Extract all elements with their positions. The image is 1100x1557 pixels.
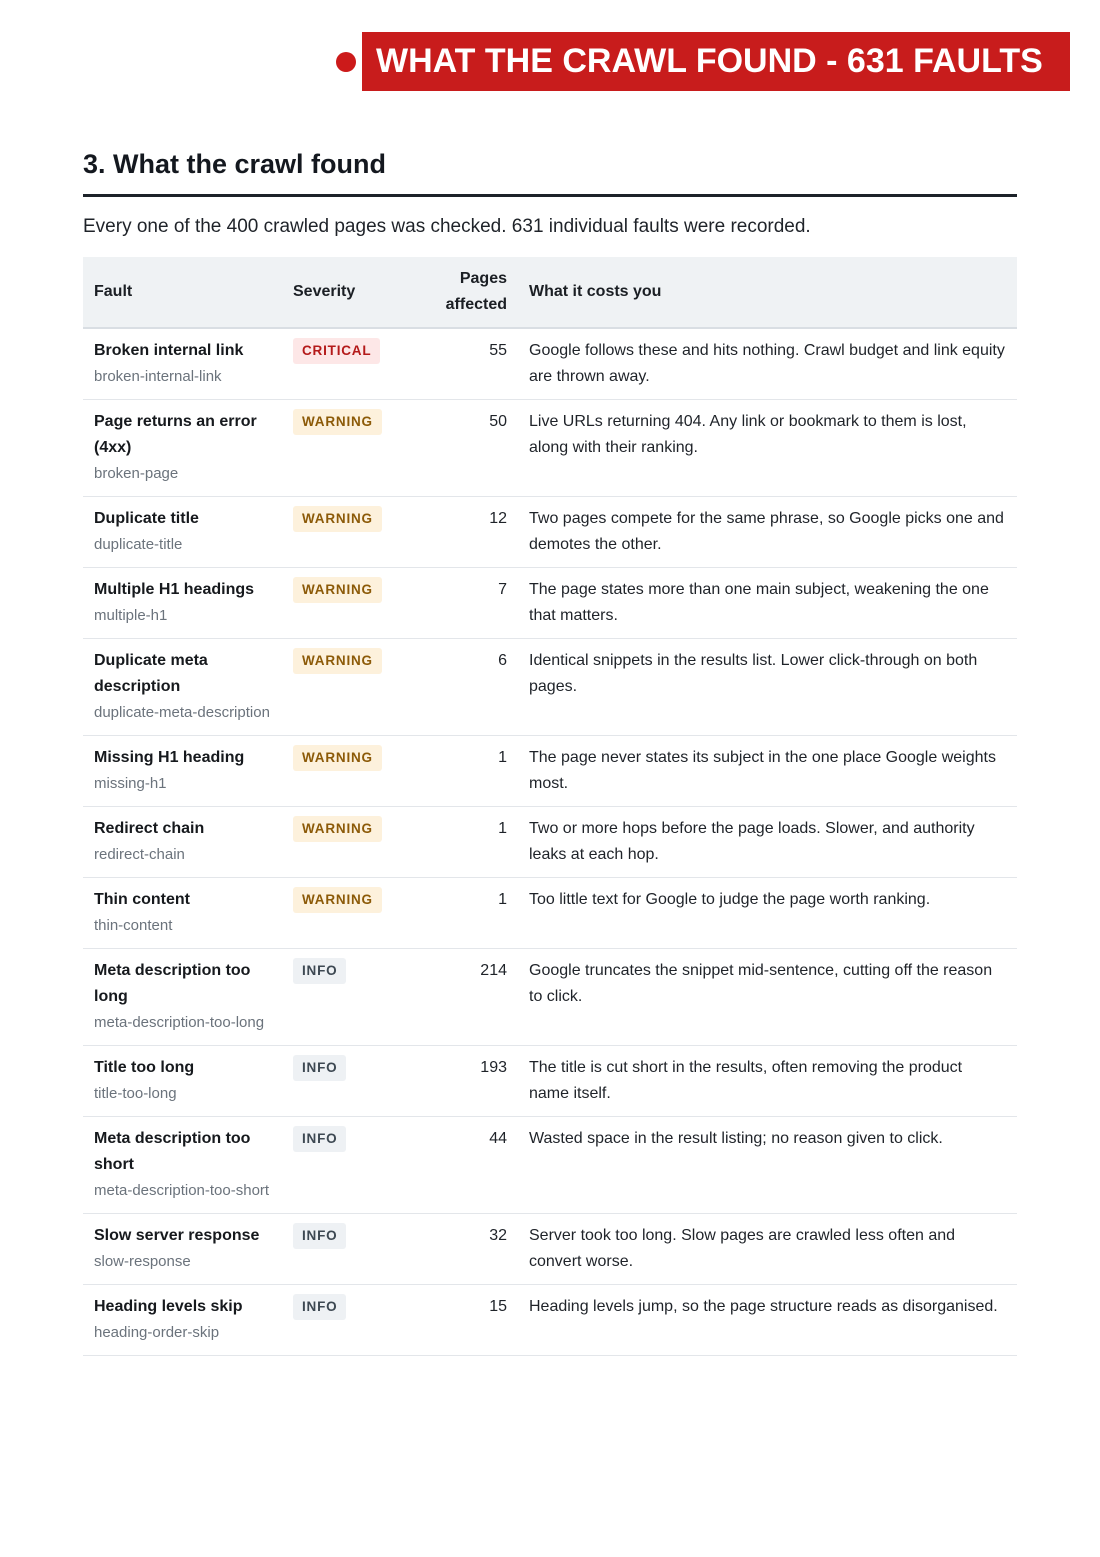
fault-name: Heading levels skip [94,1298,243,1315]
header-fault: Fault [83,257,282,328]
severity-cell [282,497,418,568]
faults-table [83,257,1017,1356]
pages-affected-cell: 44 [418,1117,518,1214]
severity-cell [282,328,418,400]
severity-cell [282,807,418,878]
table-row [83,497,1017,568]
cost-cell: Identical snippets in the results list. Lower click-through on both pages. [518,639,1017,736]
severity-cell [282,878,418,949]
header-pages-line2: affected [445,296,507,313]
severity-cell [282,1046,418,1117]
fault-code: broken-page [94,465,179,482]
table-row [83,639,1017,736]
cost-cell: The page states more than one main subject, weakening the one that matters. [518,568,1017,639]
section-intro: Every one of the 400 crawled pages was checked. 631 individual faults were recorded. [83,216,811,237]
table-row [83,878,1017,949]
header-cost: What it costs you [518,257,1017,328]
pages-affected-cell: 50 [418,400,518,497]
pages-affected-cell: 214 [418,949,518,1046]
fault-cell [83,497,282,568]
fault-code: heading-order-skip [94,1324,220,1341]
severity-badge: CRITICAL [293,338,380,364]
fault-cell [83,736,282,807]
fault-name: Broken internal link [94,342,244,359]
cost-cell: Google truncates the snippet mid-sentence, cutting off the reason to click. [518,949,1017,1046]
header-pages-affected [418,257,518,328]
severity-badge: INFO [293,1223,346,1249]
table-row [83,807,1017,878]
table-row [83,949,1017,1046]
fault-cell [83,328,282,400]
pages-affected-cell: 12 [418,497,518,568]
severity-cell [282,736,418,807]
severity-cell [282,568,418,639]
table-row [83,400,1017,497]
cost-cell: Two pages compete for the same phrase, so Google picks one and demotes the other. [518,497,1017,568]
pages-affected-cell: 15 [418,1285,518,1356]
severity-cell [282,400,418,497]
fault-code: duplicate-title [94,536,183,553]
fault-name: Meta description too long [94,962,251,1005]
pages-affected-cell: 32 [418,1214,518,1285]
severity-cell [282,1214,418,1285]
fault-cell [83,1117,282,1214]
faults-table-body [83,328,1017,1356]
severity-cell [282,949,418,1046]
cost-cell: Two or more hops before the page loads. Slower, and authority leaks at each hop. [518,807,1017,878]
fault-name: Missing H1 heading [94,749,245,766]
cost-cell: Heading levels jump, so the page structure reads as disorganised. [518,1285,1017,1356]
fault-name: Title too long [94,1059,195,1076]
severity-badge: WARNING [293,816,382,842]
table-row [83,1117,1017,1214]
fault-cell [83,878,282,949]
fault-cell [83,1214,282,1285]
severity-badge: INFO [293,1126,346,1152]
pages-affected-cell: 1 [418,736,518,807]
banner-title: WHAT THE CRAWL FOUND - 631 FAULTS [362,32,1070,91]
severity-cell [282,639,418,736]
pages-affected-cell: 6 [418,639,518,736]
fault-name: Redirect chain [94,820,205,837]
pages-affected-cell: 55 [418,328,518,400]
severity-badge: WARNING [293,409,382,435]
fault-code: slow-response [94,1253,191,1270]
fault-code: title-too-long [94,1085,177,1102]
fault-cell [83,400,282,497]
banner-marker-dot [336,52,356,72]
fault-name: Meta description too short [94,1130,251,1173]
cost-cell: The title is cut short in the results, often removing the product name itself. [518,1046,1017,1117]
fault-code: broken-internal-link [94,368,222,385]
pages-affected-cell: 7 [418,568,518,639]
table-row [83,328,1017,400]
fault-name: Duplicate title [94,510,199,527]
fault-code: meta-description-too-short [94,1182,270,1199]
header-severity: Severity [282,257,418,328]
fault-name: Slow server response [94,1227,260,1244]
fault-name: Multiple H1 headings [94,581,255,598]
fault-code: missing-h1 [94,775,167,792]
section-title: 3. What the crawl found [83,149,387,179]
cost-cell: Wasted space in the result listing; no reason given to click. [518,1117,1017,1214]
severity-cell [282,1285,418,1356]
severity-badge: WARNING [293,506,382,532]
table-row [83,1285,1017,1356]
fault-code: thin-content [94,917,173,934]
cost-cell: Server took too long. Slow pages are crawled less often and convert worse. [518,1214,1017,1285]
fault-code: multiple-h1 [94,607,168,624]
severity-badge: WARNING [293,648,382,674]
cost-cell: Google follows these and hits nothing. Crawl budget and link equity are thrown away. [518,328,1017,400]
severity-badge: INFO [293,1055,346,1081]
table-row [83,1214,1017,1285]
severity-badge: WARNING [293,577,382,603]
fault-name: Page returns an error (4xx) [94,413,257,456]
severity-badge: INFO [293,1294,346,1320]
cost-cell: Too little text for Google to judge the page worth ranking. [518,878,1017,949]
pages-affected-cell: 1 [418,807,518,878]
pages-affected-cell: 1 [418,878,518,949]
fault-cell [83,568,282,639]
severity-badge: WARNING [293,745,382,771]
table-row [83,736,1017,807]
section-divider [83,194,1017,197]
table-row [83,1046,1017,1117]
fault-code: duplicate-meta-description [94,704,270,721]
table-row [83,568,1017,639]
cost-cell: Live URLs returning 404. Any link or bookmark to them is lost, along with their ranking. [518,400,1017,497]
fault-cell [83,1285,282,1356]
header-pages-line1: Pages [459,270,507,287]
faults-table-header [83,257,1017,328]
fault-name: Thin content [94,891,190,908]
fault-cell [83,807,282,878]
fault-cell [83,949,282,1046]
cost-cell: The page never states its subject in the one place Google weights most. [518,736,1017,807]
fault-cell [83,1046,282,1117]
fault-code: meta-description-too-long [94,1014,265,1031]
pages-affected-cell: 193 [418,1046,518,1117]
fault-cell [83,639,282,736]
severity-cell [282,1117,418,1214]
fault-name: Duplicate meta description [94,652,208,695]
fault-code: redirect-chain [94,846,185,863]
severity-badge: WARNING [293,887,382,913]
severity-badge: INFO [293,958,346,984]
